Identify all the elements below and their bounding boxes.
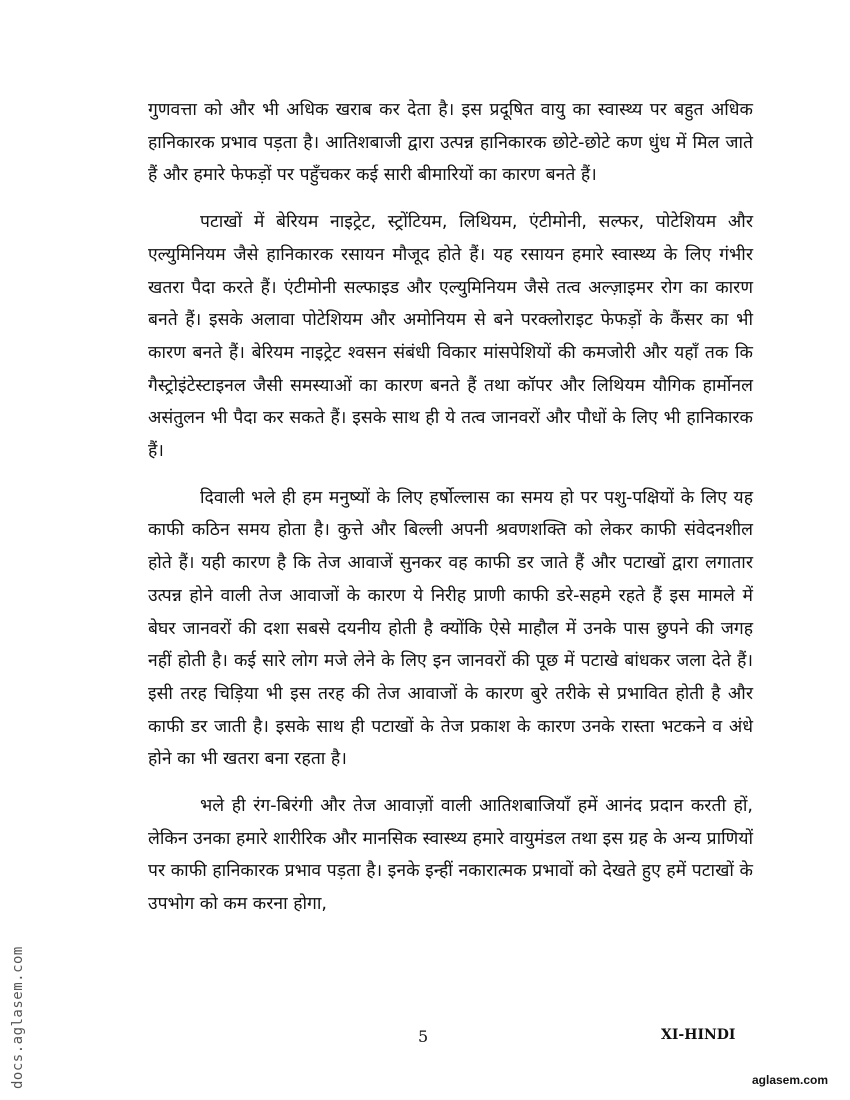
site-watermark: aglasem.com (752, 1073, 829, 1087)
paragraph-air-pollution-health: गुणवत्ता को और भी अधिक खराब कर देता है। इस प्रदूषित वायु का स्वास्थ्य पर बहुत अधिक हानिकारक प्रभाव पड़ता है। आतिशबाजी द्वारा उत्पन्न हानिकारक छोटे-छोटे कण धुंध में मिल जाते हैं और हमारे फेफड़ों पर पहुँचकर कई सारी बीमारियों का कारण बनते हैं। (148, 100, 753, 186)
paragraph-conclusion: भले ही रंग-बिरंगी और तेज आवाज़ों वाली आतिशबाजियाँ हमें आनंद प्रदान करती हों, लेकिन उनका हमारे शारीरिक और मानसिक स्वास्थ्य हमारे वायुमंडल तथा इस ग्रह के अन्य प्राणियों पर काफी हानिकारक प्रभाव पड़ता है। इनके इन्हीं नकारात्मक प्रभावों को देखते हुए हमें पटाखों के उपभोग को कम करना होगा, (148, 796, 753, 915)
subject-code: XI-HINDI (661, 1027, 736, 1043)
document-body (148, 94, 753, 935)
page-number: 5 (418, 1027, 429, 1046)
paragraph-animals-birds-impact: दिवाली भले ही हम मनुष्यों के लिए हर्षोल्लास का समय हो पर पशु-पक्षियों के लिए यह काफी कठिन समय होता है। कुत्ते और बिल्ली अपनी श्रवणशक्ति को लेकर काफी संवेदनशील होते हैं। यही कारण है कि तेज आवाजें सुनकर वह काफी डर जाते हैं और पटाखों द्वारा लगातार उत्पन्न होने वाली तेज आवाजों के कारण ये निरीह प्राणी काफी डरे-सहमे रहते हैं इस मामले में बेघर जानवरों की दशा सबसे दयनीय होती है क्योंकि ऐसे माहौल में उनके पास छुपने की जगह नहीं होती है। कई सारे लोग मजे लेने के लिए इन जानवरों की पूछ में पटाखे बांधकर जला देते हैं। इसी तरह चिड़िया भी इस तरह की तेज आवाजों के कारण बुरे तरीके से प्रभावित होती है और काफी डर जाती है। इसके साथ ही पटाखों के तेज प्रकाश के कारण उनके रास्ता भटकने व अंधे होने का भी खतरा बना रहता है। (148, 487, 753, 770)
paragraph-firecracker-chemicals: पटाखों में बेरियम नाइट्रेट, स्ट्रोंटियम, लिथियम, एंटीमोनी, सल्फर, पोटेशियम और एल्युमिनियम जैसे हानिकारक रसायन मौजूद होते हैं। यह रसायन हमारे स्वास्थ्य के लिए गंभीर खतरा पैदा करते हैं। एंटीमोनी सल्फाइड और एल्युमिनियम जैसे तत्व अल्ज़ाइमर रोग का कारण बनते हैं। इसके अलावा पोटेशियम और अमोनियम से बने परक्लोराइट फेफड़ों के कैंसर का भी कारण बनते हैं। बेरियम नाइट्रेट श्वसन संबंधी विकार मांसपेशियों की कमजोरी और यहाँ तक कि गैस्ट्रोइंटेस्टाइनल जैसी समस्याओं का कारण बनते हैं तथा कॉपर और लिथियम यौगिक हार्मोनल असंतुलन भी पैदा कर सकते हैं। इसके साथ ही ये तत्व जानवरों और पौधों के लिए भी हानिकारक हैं। (148, 212, 753, 462)
side-watermark: docs.aglasem.com (10, 946, 26, 1089)
